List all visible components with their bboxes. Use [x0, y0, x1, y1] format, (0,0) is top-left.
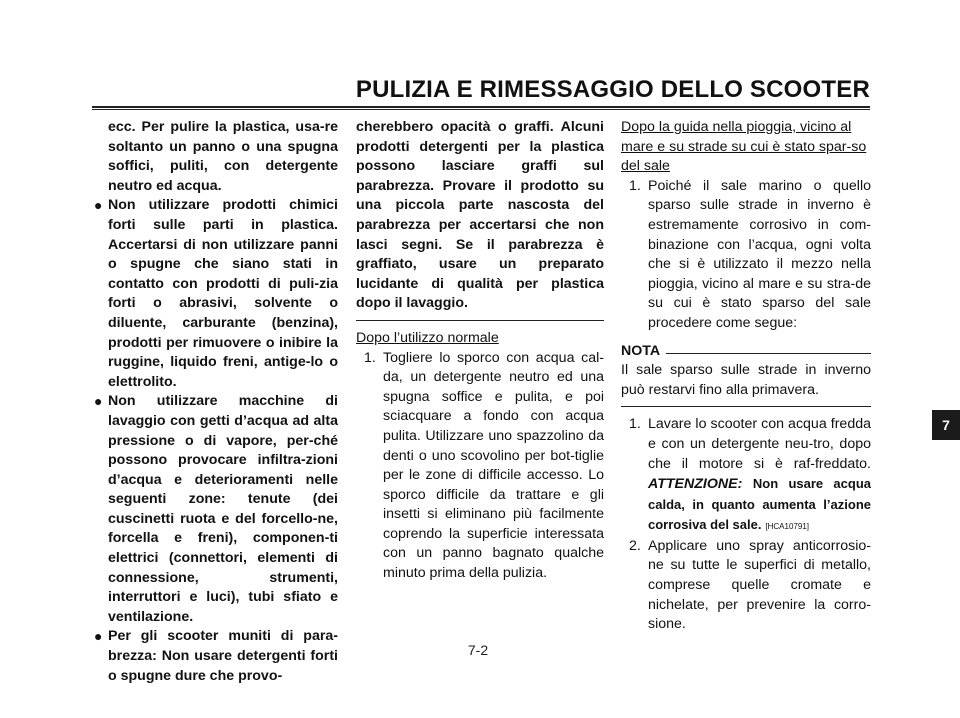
chapter-tab: 7	[932, 410, 960, 440]
intro-paragraph: ecc. Per pulire la plastica, usa-re soltanto un panno o una spugna soffici, puliti, con detergente neutro ed acqua.	[108, 119, 338, 194]
section-heading: Dopo l’utilizzo normale	[356, 329, 499, 346]
bullet-item	[94, 392, 338, 627]
warning-text: Non usare acqua calda, in quanto aumenta l’azione corrosiva del sale.	[648, 476, 871, 533]
bullet-icon: ●	[94, 628, 103, 645]
warning-label: ATTENZIONE:	[648, 476, 743, 493]
header-rule	[92, 106, 870, 110]
note-label: NOTA	[621, 342, 661, 359]
step-number: 1.	[364, 349, 376, 366]
step-number: 1.	[629, 416, 641, 433]
note-header	[621, 342, 871, 362]
step-text-with-warning	[648, 415, 871, 537]
note-text: Il sale sparso sulle strade in inverno può restarvi fino alla primavera.	[621, 362, 871, 398]
bullet-item	[94, 627, 338, 686]
bullet-icon: ●	[94, 393, 103, 410]
column-left	[94, 118, 338, 686]
step-item	[621, 537, 871, 635]
column-right	[621, 118, 871, 635]
page-title: PULIZIA E RIMESSAGGIO DELLO SCOOTER	[355, 76, 870, 103]
section-heading: Dopo la guida nella pioggia, vicino al mare e su strade su cui è stato spar-so del sale	[621, 119, 867, 175]
step-text: Applicare uno spray anticorrosio-ne su tutte le superfici di metallo, comprese quelle cromate e nichelate, per prevenire la corro-sione.	[648, 537, 871, 633]
step-text: Lavare lo scooter con acqua fredda e con un detergente neu-tro, dopo che il motore si è raf-freddato.	[648, 416, 871, 472]
reference-code: [HCA10791]	[765, 522, 809, 532]
note-rule	[666, 353, 871, 354]
bullet-text: Non utilizzare prodotti chimici forti sulle parti in plastica. Accertarsi di non utilizzare panni o spugne che siano stati in contatto con prodotti di puli-zia forti o abrasivi, solvente o diluente, carburante (benzina), prodotti per rimuovere o inibire la ruggine, liquido freni, antige-lo o elettrolito.	[108, 197, 338, 390]
step-item	[356, 349, 604, 584]
step-number: 1.	[629, 177, 641, 194]
section-divider	[356, 320, 604, 321]
continuation-paragraph: cherebbero opacità o graffi. Alcuni prodotti detergenti per la plastica possono lasciare graffi sul parabrezza. Provare il prodotto su una piccola parte nascosta del parabrezza per accertarsi che non lasci segni. Se il parabrezza è graffiato, usare un preparato lucidante di qualità per plastica dopo il lavaggio.	[356, 119, 604, 312]
step-item	[621, 177, 871, 334]
page-number: 7-2	[467, 642, 489, 658]
step-text: Togliere lo sporco con acqua cal-da, un detergente neutro ed una spugna soffice e pulita, e poi sciacquare a fondo con acqua pulita. Utilizzare uno spazzolino da denti o uno scovolino per bot-tiglie per le zone di difficile accesso. Lo sporco difficile da trattare e gli insetti si eliminano più facilmente coprendo la superficie interessata con un panno bagnato qualche minuto prima della pulizia.	[383, 349, 604, 582]
step-text: Poiché il sale marino o quello sparso sulle strade in inverno è estremamente corrosivo in com-binazione con l’acqua, ogni volta che si è utilizzato il mezzo nella pioggia, vicino al mare e su stra-de su cui è stato sparso del sale procedere come segue:	[648, 177, 871, 331]
step-item	[621, 415, 871, 537]
bullet-text: Per gli scooter muniti di para-brezza: Non usare detergenti forti o spugne dure che provo-	[108, 628, 338, 684]
note-end-rule	[621, 406, 871, 407]
bullet-icon: ●	[94, 197, 103, 214]
step-number: 2.	[629, 537, 641, 554]
bullet-item	[94, 196, 338, 392]
column-middle	[356, 118, 604, 584]
bullet-text: Non utilizzare macchine di lavaggio con getti d’acqua ad alta pressione o di vapore, per-ché possono provocare infiltra-zioni d’acqua e deterioramenti nelle seguenti zone: tenute (dei cuscinetti ruota e del forcello-ne, forcella e freni), componen-ti elettrici (connettori, elementi di connessione, strumenti, interruttori e luci), tubi sfiato e ventilazione.	[108, 393, 338, 625]
